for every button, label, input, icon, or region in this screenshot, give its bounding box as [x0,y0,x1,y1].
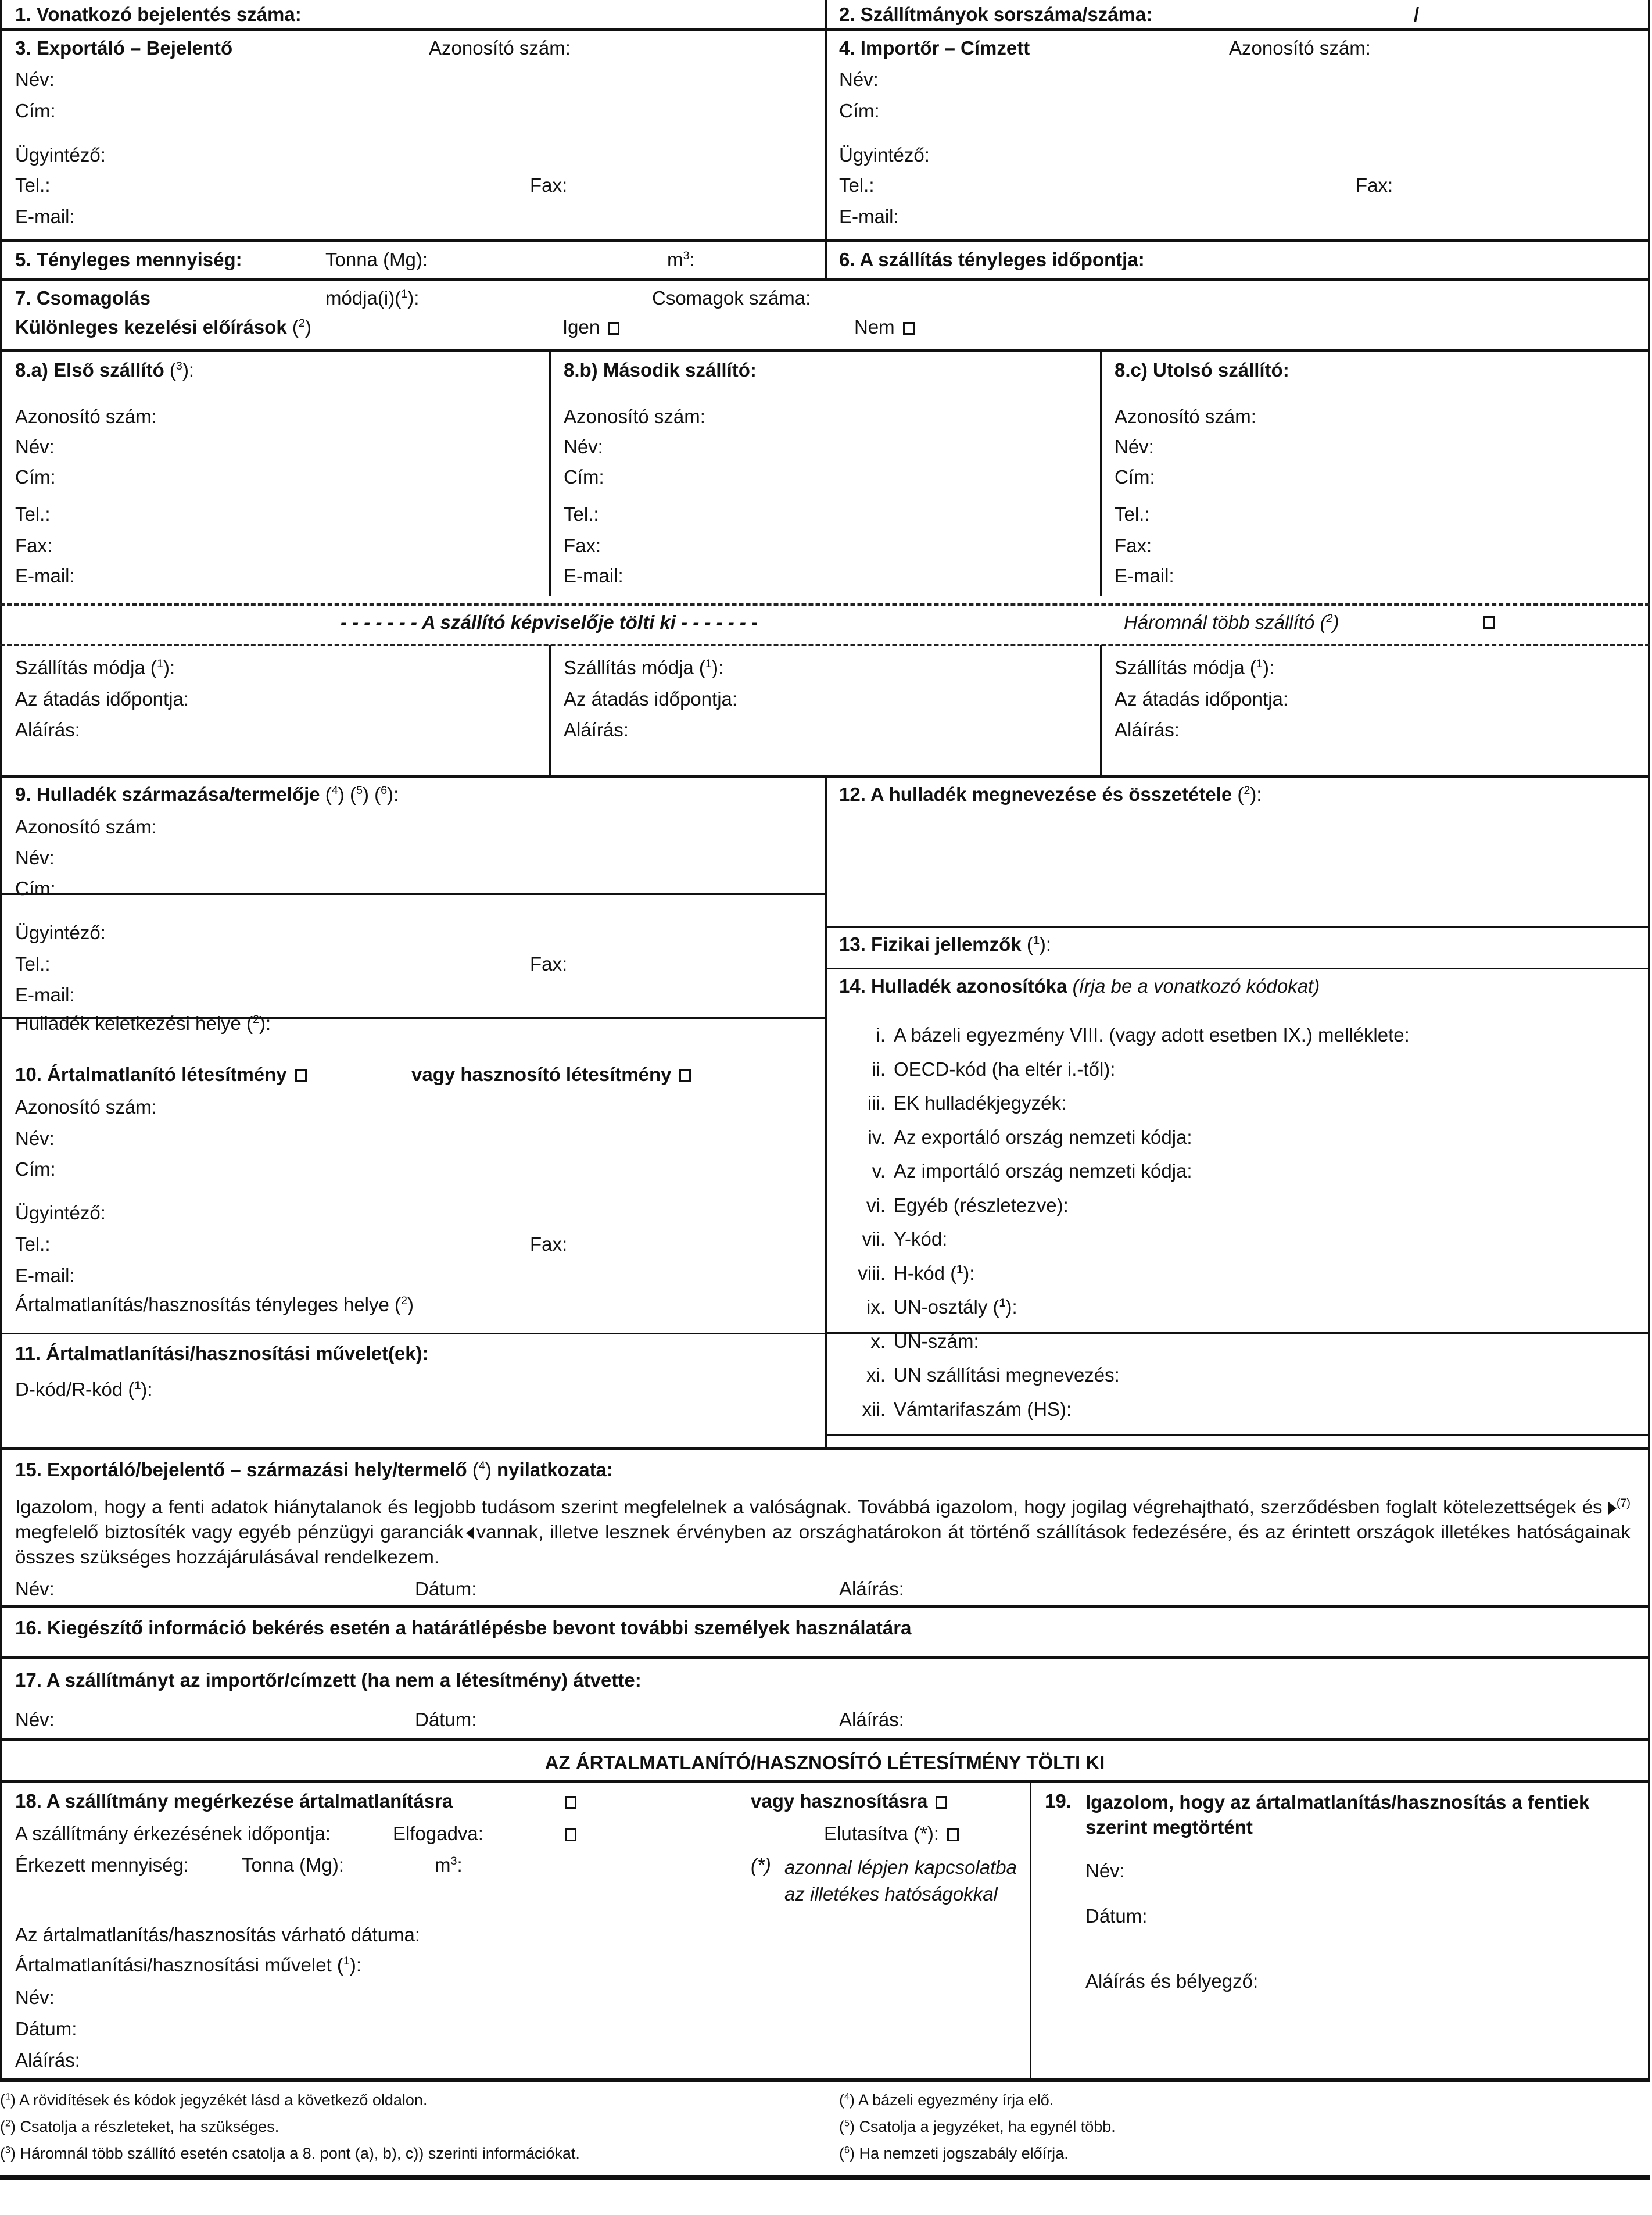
rule [825,926,1650,928]
additional-info-title: 16. Kiegészítő információ bekérés esetén a határátlépésbe bevont további személyek használatára [15,1617,912,1638]
column-divider [549,645,551,776]
text: ( [164,359,176,381]
exporter-title: 3. Exportáló – Bejelentő [15,37,233,59]
actual-quantity-label: 5. Tényleges mennyiség: [15,249,242,270]
item-number: xi. [866,1364,886,1386]
checkbox-icon[interactable] [608,322,619,335]
generator-name-label[interactable]: Név: [15,847,55,868]
footnote-text: Csatolja a részleteket, ha szükséges. [20,2118,279,2135]
rule [0,1605,1650,1608]
expected-date-label[interactable]: Az ártalmatlanítás/hasznosítás várható dátuma: [15,1924,421,1945]
importer-tel-label[interactable]: Tel.: [839,174,875,196]
rule [0,2175,1650,2180]
rejection-note-marker: (*) [751,1854,771,1876]
packaging-title: 7. Csomagolás [15,287,150,309]
text: ) [407,1294,414,1315]
dashed-rule [0,603,1650,606]
waste-code-item[interactable] [839,1092,1066,1114]
text: ( [1232,783,1244,805]
handover-date-label[interactable]: Az átadás időpontja: [15,688,189,710]
exporter-email-label[interactable]: E-mail: [15,206,75,227]
generator-fax-label[interactable]: Fax: [530,953,568,975]
text: vagy hasznosító létesítmény [411,1064,672,1085]
facility-id-label[interactable]: Azonosító szám: [15,1096,157,1118]
rule [0,349,1650,352]
rule [825,1434,1650,1436]
carrier-id-label[interactable]: Azonosító szám: [564,406,705,427]
carrier-tel-label[interactable]: Tel.: [1115,503,1150,525]
text: Háromnál több szállító ( [1124,611,1327,633]
text: ) [304,316,311,338]
generator-email-label[interactable]: E-mail: [15,984,75,1005]
footnote-ref: 2 [1326,612,1333,625]
footnote-ref: 1 [1033,934,1040,947]
shipment-serial-label: 2. Szállítmányok sorszáma/száma: [839,3,1153,25]
carrier-signature-label[interactable]: Aláírás: [564,719,629,740]
text: ): [1005,1296,1017,1318]
waste-code-item[interactable] [839,1058,1115,1080]
unit-exponent: 3 [683,249,690,263]
carrier-name-label[interactable]: Név: [1115,436,1154,457]
item-label: EK hulladékjegyzék: [894,1092,1067,1114]
consignment-notification-number-label: 1. Vonatkozó bejelentés száma: [15,3,302,25]
footnote-number: 4 [844,2091,850,2102]
column-divider [1100,350,1102,596]
handover-date-label[interactable]: Az átadás időpontja: [1115,688,1289,710]
text: 8.b) Második szállító: [564,359,757,381]
importer-fax-label[interactable]: Fax: [1356,174,1393,196]
footnote: ($^4$) A bázeli egyezmény írja elő. [839,2091,1054,2109]
waste-code-item[interactable] [839,1160,1192,1182]
item-number: iv. [868,1126,886,1148]
text: ( [1021,933,1033,955]
importer-name-label[interactable]: Név: [839,69,879,90]
accepted-checkbox[interactable] [565,1828,576,1841]
more-than-three-carriers-label [1124,611,1339,634]
footnote: ($^5$) Csatolja a jegyzéket, ha egynél több. [839,2118,1116,2135]
text: ): [1250,783,1262,805]
text: ( [292,316,299,338]
item-label: Az importáló ország nemzeti kódja: [894,1160,1192,1182]
text: ): [711,657,724,678]
generator-tel-label[interactable]: Tel.: [15,953,51,975]
item-number: v. [872,1160,886,1182]
waste-code-item[interactable] [839,1228,947,1250]
waste-designation-title [839,783,1262,806]
generator-address-label[interactable]: Cím: [15,878,56,899]
facility-name-label[interactable]: Név: [15,1128,55,1149]
facility-section-banner: AZ ÁRTALMATLANÍTÓ/HASZNOSÍTÓ LÉTESÍTMÉNY TÖLTI KI [544,1752,1105,1773]
item-label: OECD-kód (ha eltér i.-től): [894,1058,1116,1080]
footnote-ref: 4 [478,1459,485,1473]
text: D-kód/R-kód ( [15,1379,135,1400]
rule [0,1333,825,1334]
carrier-id-label[interactable]: Azonosító szám: [15,406,157,427]
waste-code-item[interactable] [839,1398,1072,1420]
waste-code-item[interactable] [839,1194,1069,1216]
item-number: ix. [866,1296,886,1318]
rule [0,1447,1650,1450]
text: 8.c) Utolsó szállító: [1115,359,1289,381]
text: ): [1039,933,1052,955]
importer-contact-label[interactable]: Ügyintéző: [839,144,930,166]
carrier-id-label[interactable]: Azonosító szám: [1115,406,1256,427]
text: Szállítás módja ( [15,657,157,678]
text: módja(i)( [325,287,402,309]
carrier-address-label[interactable]: Cím: [1115,466,1155,488]
column-divider [825,0,827,279]
footnote-ref: 1 [156,657,163,671]
text: vannak, illetve lesznek érvényben az országhatárokon át történő szállítások fedezésére, és az érintett országok illetékes hatóságainak összes szükséges hozzájárulásával rendelkezem. [15,1520,1631,1568]
waste-code-item[interactable] [839,1296,1017,1318]
exporter-address-label[interactable]: Cím: [15,100,56,121]
item-number: x. [870,1330,886,1352]
importer-id-label[interactable]: Azonosító szám: [1229,37,1371,59]
text: ): [407,287,420,309]
text: ): [1262,657,1275,678]
footnote-text: Csatolja a jegyzéket, ha egynél több. [859,2118,1116,2135]
arrival-date-label[interactable]: A szállítmány érkezésének időpontja: [15,1823,331,1844]
quantity-tonnes-label[interactable]: Tonna (Mg): [325,249,428,270]
declaration-date-label[interactable]: Dátum: [415,1578,477,1599]
transport-mode-label[interactable] [564,657,723,679]
rule [0,1738,1650,1741]
receipt-recovery-option[interactable] [751,1790,947,1812]
facility-fax-label[interactable]: Fax: [530,1233,568,1255]
footnote-ref: 5 [356,784,363,797]
item-label: Y-kód: [894,1228,948,1250]
item-number: viii. [858,1262,886,1284]
yes-label: Igen [562,316,600,338]
footnote-text: Háromnál több szállító esetén csatolja a 8. pont (a), b), c)) szerinti információkat. [20,2145,580,2162]
text: ): [349,1954,362,1976]
footnote: ($^2$) Csatolja a részleteket, ha szükséges. [0,2118,279,2135]
item-label: UN szállítási megnevezés: [894,1364,1120,1386]
checkbox-icon[interactable] [679,1069,691,1082]
dashed-rule [0,644,1650,646]
item-label: UN-szám: [894,1330,979,1352]
item-label: Az exportáló ország nemzeti kódja: [894,1126,1192,1148]
recovery-facility-option[interactable] [411,1064,691,1086]
carrier-email-label[interactable]: E-mail: [1115,565,1174,586]
carrier-address-label[interactable]: Cím: [564,466,604,488]
receipt-signature-label[interactable]: Aláírás: [15,2049,80,2071]
actual-site-label[interactable] [15,1294,414,1316]
text: nyilatkozata: [497,1459,613,1480]
declaration-signature-label[interactable]: Aláírás: [839,1578,904,1599]
operation-label[interactable] [15,1954,361,1976]
special-handling-label [15,316,311,338]
footnote-ref: 1 [1256,657,1263,671]
carrier-fax-label[interactable]: Fax: [1115,535,1152,556]
transport-mode-label[interactable] [1115,657,1274,679]
waste-code-item[interactable] [839,1024,1410,1046]
item-label: H-kód ( [894,1262,957,1284]
importer-address-label[interactable]: Cím: [839,100,880,121]
facility-tel-label[interactable]: Tel.: [15,1233,51,1255]
importer-title: 4. Importőr – Címzett [839,37,1030,59]
declaration-title: 15. Exportáló/bejelentő – származási hely/termelő ($^4$) nyilatkozata: [15,1459,613,1480]
carrier-tel-label[interactable]: Tel.: [564,503,599,525]
column-divider [825,776,827,1449]
checkbox-icon[interactable] [947,1828,959,1841]
rejected-option[interactable] [824,1823,959,1845]
footnote-ref: 1 [999,1297,1006,1310]
unit: m [435,1854,451,1876]
colon: : [689,249,695,270]
footnote-text: A rövidítések és kódok jegyzékét lásd a következő oldalon. [19,2091,428,2109]
insert-start-marker-icon [1608,1502,1617,1515]
unit-exponent: 3 [450,1855,457,1868]
text: ): [182,359,195,381]
no-label: Nem [854,316,895,338]
checkbox-icon[interactable] [903,322,915,335]
rule [0,1780,1650,1783]
text: 14. Hulladék azonosítóka [839,975,1067,997]
rule [0,1656,1650,1659]
waste-generation-site-label[interactable] [15,1012,271,1035]
certificate-name-label[interactable]: Név: [1085,1860,1125,1881]
waste-code-item[interactable] [839,1330,979,1352]
actual-shipment-date-label: 6. A szállítás tényleges időpontja: [839,249,1145,270]
rule [0,893,825,895]
footnote-ref: 1 [343,1955,350,1968]
text: 13. Fizikai jellemzők [839,933,1022,955]
exporter-contact-label[interactable]: Ügyintéző: [15,144,106,166]
certificate-title: Igazolom, hogy az ártalmatlanítás/hasznosítás a fentiek szerint megtörtént [1085,1791,1590,1838]
carrier-address-label[interactable]: Cím: [15,466,56,488]
text: (írja be a vonatkozó kódokat) [1072,975,1320,997]
item-number: vi. [866,1194,886,1216]
exporter-id-label[interactable]: Azonosító szám: [429,37,571,59]
footnote-ref: (7) [1616,1497,1631,1510]
item-label: A bázeli egyezmény VIII. (vagy adott esetben IX.) melléklete: [894,1024,1410,1046]
special-handling-yes-option[interactable] [562,316,619,338]
special-handling-no-option[interactable] [854,316,915,338]
package-count-label[interactable]: Csomagok száma: [652,287,811,309]
checkbox-icon[interactable] [936,1796,947,1809]
handover-date-label[interactable]: Az átadás időpontja: [564,688,738,710]
carrier-title [15,359,194,381]
text: Ártalmatlanítási/hasznosítási művelet ( [15,1954,343,1976]
footnote-text: A bázeli egyezmény írja elő. [858,2091,1054,2109]
importer-receipt-name-label[interactable]: Név: [15,1709,55,1730]
carrier-fax-label[interactable]: Fax: [564,535,601,556]
checkbox-icon[interactable] [295,1069,307,1082]
text: Szállítás módja ( [1115,657,1256,678]
item-number: ii. [872,1058,886,1080]
footnote-number: 2 [5,2118,11,2129]
footnote-text: Ha nemzeti jogszabály előírja. [859,2145,1069,2162]
rule [825,968,1650,969]
footnote-ref: 2 [1244,784,1250,797]
item-number: xii. [862,1398,886,1420]
waste-code-item[interactable] [839,1364,1120,1386]
receipt-disposal-checkbox[interactable] [565,1796,576,1809]
rejection-note: azonnal lépjen kapcsolatba az illetékes hatóságokkal [784,1856,1017,1905]
declaration-text [15,1495,1631,1570]
accepted-label: Elfogadva: [393,1823,483,1844]
footnote-ref: 6 [381,784,388,797]
column-divider [549,350,551,596]
waste-generator-title: 9. Hulladék származása/termelője ($^4$) ($^5$) ($^6$): [15,783,399,805]
item-label: Egyéb (részletezve): [894,1194,1069,1216]
more-than-three-carriers-checkbox[interactable] [1483,616,1495,629]
footnote: ($^6$) Ha nemzeti jogszabály előírja. [839,2145,1069,2162]
carrier-title [1115,359,1289,381]
colon: : [457,1854,463,1876]
text: 12. A hulladék megnevezése és összetétele [839,783,1232,805]
unit: m [667,249,683,270]
text: 15. Exportáló/bejelentő – származási hely/termelő [15,1459,467,1480]
shipment-serial-separator: / [1414,3,1420,25]
text: ) [1332,611,1339,633]
footnote-number: 6 [844,2145,850,2156]
text: Ártalmatlanítás/hasznosítás tényleges helye ( [15,1294,402,1315]
text: megfelelő biztosíték vagy egyéb pénzügyi garanciák [15,1520,464,1543]
rule [0,2078,1650,2082]
text: vagy hasznosításra [751,1790,928,1812]
item-label: Vámtarifaszám (HS): [894,1398,1072,1420]
received-tonnes-label[interactable]: Tonna (Mg): [242,1854,345,1876]
item-number: iii. [867,1092,886,1114]
footnote-ref: 1 [134,1379,141,1393]
footnote-ref: 1 [956,1262,963,1276]
item-number: vii. [862,1228,886,1250]
waste-code-item[interactable] [839,1126,1192,1148]
facility-email-label[interactable]: E-mail: [15,1265,75,1286]
text: Igazolom, hogy a fenti adatok hiánytalanok és legjobb tudásom szerint megfelelnek a valóságnak. Továbbá igazolom, hogy jogilag végrehajtható, szerződésben foglalt kötelezettségek és [15,1496,1603,1518]
certificate-date-label[interactable]: Dátum: [1085,1905,1148,1927]
packaging-type-label[interactable] [325,287,419,309]
carrier-signature-label[interactable]: Aláírás: [15,719,80,740]
importer-email-label[interactable]: E-mail: [839,206,899,227]
column-divider [1030,1782,1031,2080]
transport-mode-label[interactable] [15,657,175,679]
quantity-m3-label[interactable] [667,249,695,271]
physical-characteristics-title [839,933,1051,956]
text: 9. Hulladék származása/termelője [15,783,320,805]
facility-address-label[interactable]: Cím: [15,1158,56,1180]
received-m3-label[interactable] [435,1854,463,1876]
certificate-number: 19. [1045,1790,1072,1812]
footnote-ref: 1 [705,657,712,671]
footnote: ($^3$) Háromnál több szállító esetén csatolja a 8. pont (a), b), c)) szerinti információkat. [0,2145,580,2162]
text: 8.a) Első szállító [15,359,164,381]
footnote-ref: 1 [401,288,408,301]
importer-receipt-date-label[interactable]: Dátum: [415,1709,477,1730]
carrier-representative-banner: - - - - - - - A szállító képviselője tölti ki - - - - - - - [340,611,758,633]
footnote-ref: 2 [253,1013,260,1026]
received-quantity-label: Érkezett mennyiség: [15,1854,189,1876]
footnote-number: 5 [844,2118,850,2129]
text: 10. Ártalmatlanító létesítmény [15,1064,287,1085]
shipment-receipt-title: 18. A szállítmány megérkezése ártalmatlanításra [15,1790,453,1812]
certificate-signature-stamp-label[interactable]: Aláírás és bélyegző: [1085,1970,1259,1992]
footnote-number: 3 [5,2145,11,2156]
carrier-fax-label[interactable]: Fax: [15,535,53,556]
exporter-name-label[interactable]: Név: [15,69,55,90]
text: ): [259,1012,271,1034]
item-number: i. [876,1024,886,1046]
footnote-ref: 3 [175,360,182,373]
disposal-facility-option[interactable] [15,1064,307,1086]
footnote: ($^1$) A rövidítések és kódok jegyzékét lásd a következő oldalon. [0,2091,428,2109]
text: ): [141,1379,153,1400]
item-label: UN-osztály ( [894,1296,999,1318]
exporter-tel-label[interactable]: Tel.: [15,174,51,196]
importer-receipt-signature-label[interactable]: Aláírás: [839,1709,904,1730]
text: ): [163,657,175,678]
text: Elutasítva (*): [824,1823,940,1844]
facility-contact-label[interactable]: Ügyintéző: [15,1202,106,1223]
text: Szállítás módja ( [564,657,705,678]
received-by-importer-title: 17. A szállítmányt az importőr/címzett (ha nem a létesítmény) átvette: [15,1669,642,1691]
waste-identification-title [839,975,1320,997]
column-divider [1100,645,1102,776]
generator-contact-label[interactable]: Ügyintéző: [15,922,106,943]
footnote-ref: 4 [331,784,338,797]
insert-end-marker-icon [466,1527,474,1540]
carrier-email-label[interactable]: E-mail: [15,565,75,586]
carrier-name-label[interactable]: Név: [15,436,55,457]
text: Különleges kezelési előírások [15,316,287,338]
exporter-fax-label[interactable]: Fax: [530,174,568,196]
declaration-name-label[interactable]: Név: [15,1578,55,1599]
operations-title: 11. Ártalmatlanítási/hasznosítási művelet(ek): [15,1343,429,1364]
waste-code-item[interactable] [839,1262,974,1284]
carrier-tel-label[interactable]: Tel.: [15,503,51,525]
carrier-email-label[interactable]: E-mail: [564,565,623,586]
carrier-name-label[interactable]: Név: [564,436,603,457]
d-r-code-label[interactable] [15,1379,153,1401]
footnote-ref: 2 [298,317,305,330]
footnote-number: 1 [5,2091,11,2102]
carrier-signature-label[interactable]: Aláírás: [1115,719,1180,740]
text: ): [963,1262,975,1284]
receipt-name-label[interactable]: Név: [15,1987,55,2008]
generator-id-label[interactable]: Azonosító szám: [15,816,157,838]
footnote-ref: 2 [401,1294,408,1308]
carrier-title [564,359,757,381]
text: Hulladék keletkezési helye ( [15,1012,253,1034]
receipt-date-label[interactable]: Dátum: [15,2018,77,2039]
